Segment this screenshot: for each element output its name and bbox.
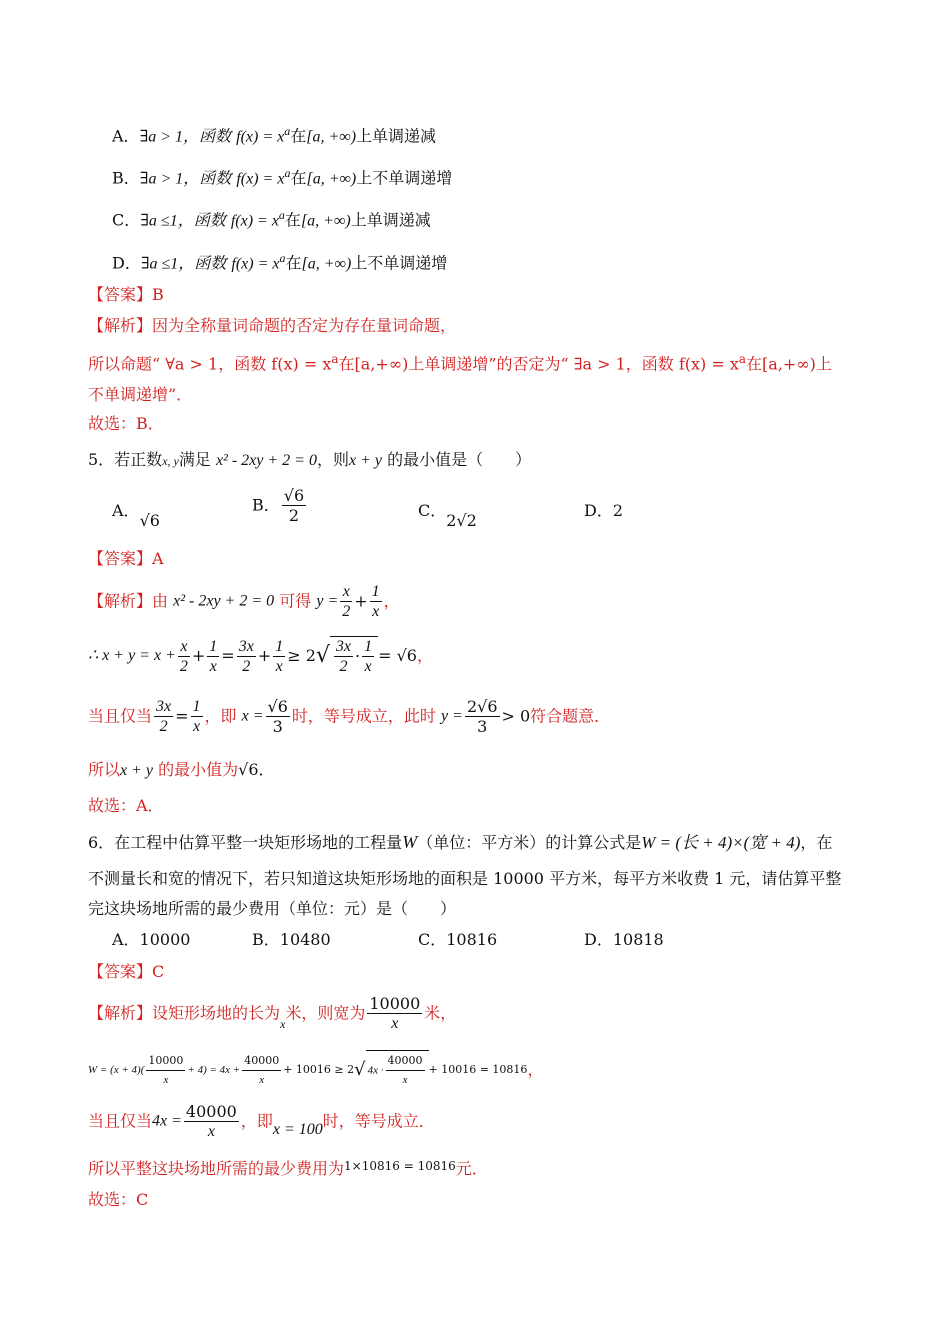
- q5-option-b: B． $\frac{√6}{2}$: [252, 486, 305, 525]
- q6-option-d: D．10818: [584, 930, 664, 949]
- q6-analysis-4: 所以平整这块场地所需的最少费用为$^{1\times 10816 = 10816}$元．: [88, 1159, 488, 1178]
- q4-analysis-1: 【解析】因为全称量词命题的否定为存在量词命题，: [88, 316, 457, 335]
- radical-sign-icon: √: [354, 1059, 366, 1080]
- q6-stem-2: 不测量长和宽的情况下，若只知道这块矩形场地的面积是 10000 平方米，每平方米收费 1 元，请估算平整: [88, 869, 842, 888]
- q6-analysis-1: 【解析】设矩形场地的长为$_x$米，则宽为 $\frac{10000}{x}$ 米，: [88, 994, 457, 1032]
- q5-option-b-fraction: $\frac{√6}{2}$: [283, 486, 305, 525]
- q5-stem: 5．若正数x, y满足 x² - 2xy + 2 = 0，则x + y 的最小值是（ ）: [88, 450, 532, 469]
- q4-option-c: C．∃a ≤1，函数 $f(x) = x^a$在[a, +∞)上单调递减: [112, 208, 431, 230]
- q4-option-d: D．∃a ≤1，函数 $f(x) = x^a$在[a, +∞)上不单调递增: [112, 251, 448, 273]
- radical-sign-icon: √: [315, 643, 330, 668]
- q5-option-d: D．2: [584, 501, 624, 520]
- q5-analysis-2: ∴ x + y = x + $\frac{x}{2}$ + $\frac{1}{x}$ = $\frac{3x}{2}$ + $\frac{1}{x}$ ≥ 2√ $\frac{3x}{2}$ · $\frac{1}{x}$ = √6，: [88, 637, 433, 675]
- q4-analysis-3: 不单调递增”．: [88, 385, 193, 404]
- q4-option-a: A．∃a > 1，函数 $f(x) = x^a$在[a, +∞)上单调递减: [112, 124, 437, 146]
- q4-answer: 【答案】B: [88, 285, 164, 304]
- q6-option-c: C．10816: [418, 930, 498, 949]
- q5-analysis-3: 当且仅当 $\frac{3x}{2}$ = $\frac{1}{x}$ ，即 x = $\frac{√6}{3}$ 时，等号成立，此时 y = $\frac{2√6}{3}$ > 0符合题意．: [88, 697, 611, 736]
- q5-answer: 【答案】A: [88, 549, 164, 568]
- q6-option-a: A．10000: [112, 930, 191, 949]
- q4-option-b: B．∃a > 1，函数 $f(x) = x^a$在[a, +∞)上不单调递增: [112, 166, 453, 188]
- q6-choose: 故选：C: [88, 1190, 149, 1209]
- q4-choose: 故选：B．: [88, 414, 164, 433]
- q6-stem-3: 完这块场地所需的最少费用（单位：元）是（ ）: [88, 899, 457, 918]
- q4-analysis-2: 所以命题“ ∀a > 1，函数 $f(x) = x^a$在[a,+∞)上单调递增”的否定为“ ∃a > 1，函数 $f(x) = x^a$在[a,+∞)上: [88, 352, 832, 374]
- q6-analysis-3: 当且仅当4x = $\frac{40000}{x}$ ，即x = 100时，等号成立．: [88, 1102, 435, 1140]
- q6-answer: 【答案】C: [88, 962, 165, 981]
- q5-option-a: A．√6: [112, 501, 160, 530]
- q6-option-b: B．10480: [252, 930, 331, 949]
- q5-analysis-1: 【解析】由 x² - 2xy + 2 = 0 可得 y = $\frac{x}{2}$ + $\frac{1}{x}$ ，: [88, 583, 400, 620]
- q5-choose: 故选：A．: [88, 796, 164, 815]
- q5-analysis-4: 所以x + y 的最小值为√6．: [88, 760, 275, 779]
- q6-analysis-2: W = (x + 4)( $\frac{10000}{x}$ + 4) = 4x + $\frac{40000}{x}$ + 10016 ≥ 2√ 4x · $\frac{40000}{x}$ + 10016 = 10816，: [88, 1050, 543, 1090]
- q6-stem-1: 6．在工程中估算平整一块矩形场地的工程量W（单位：平方米）的计算公式是W = (长 + 4)×(宽 + 4)，在: [88, 832, 833, 852]
- q5-option-c: C．2√2: [418, 501, 477, 530]
